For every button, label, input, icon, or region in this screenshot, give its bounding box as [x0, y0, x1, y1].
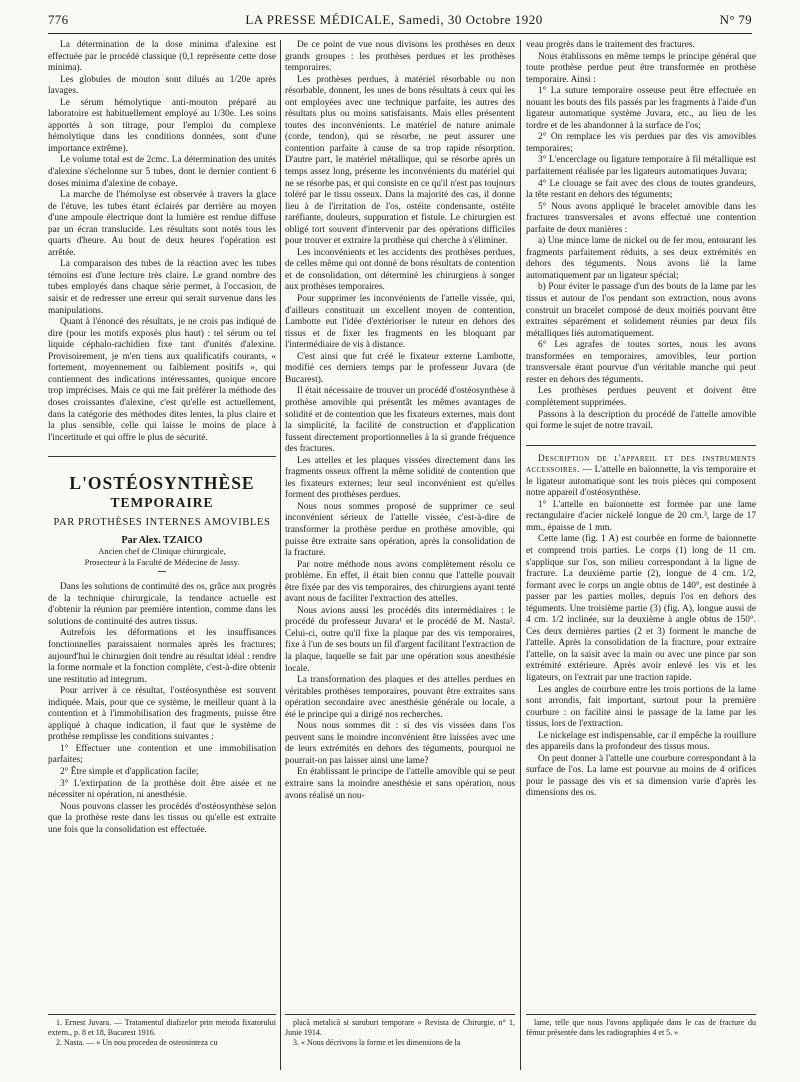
author: Par Alex. TZAICO [121, 534, 203, 546]
paragraph: 1° L'attelle en baïonnette est formée par une lame rectangulaire d'acier nickelé longue de 20 cm.³, large de 17 mm., épaisse de 1 mm. [526, 499, 756, 533]
paragraph: 3° L'extirpation de la prothèse doit être aisée et ne nécessiter ni opération, ni anesthésie. [48, 778, 276, 801]
paragraph: Les prothèses perdues, à matériel résorbable ou non résorbable, donnent, les unes de bons résultats à ceux qui les ont employées avec une technique parfaite, les autres des résultats plus ou moins satisfaisants. Mais elles présentent toutes des inconvénients. Le matériel de nature animale (corde, tendon), qui se résorbe, ne peut assurer une contention parfaite à cause de sa trop rapide résorption. D'autre part, le matériel métallique, qui se résorbe après un temps assez long, présente les inconvénients du matériel qui ne se résorbe pas, et qui consiste en ce qu'il n'est pas toujours toléré par le tissu osseux. Dans la majorité des cas, il donne lieu à de l'irritation de l'os, ostéite condensante, ostéite raréfiante, douleurs, suppuration et fistule. Le chirurgien est obligé tort souvent d'intervenir par des opérations difficiles pour trouver et extraire la prothèse qui cherche à s'éliminer. [285, 74, 515, 247]
section-lead: — L'attelle en baïonnette, la vis temporaire et le ligateur automatique sont les trois pièces qui composent notre appareil d'ostéosynthèse. [526, 465, 756, 499]
paragraph: La transformation des plaques et des attelles perdues en véritables prothèses temporaires, pouvant être extraites sans opération secondaire avec anesthésie générale ou locale, a été le principe qui a dirigé nos recherches. [285, 675, 515, 720]
section-paragraph [526, 454, 756, 500]
paragraph: Dans les solutions de continuité des os, grâce aux progrès de la technique chirurgicale, la tendance actuelle est d'obtenir la réunion par première intention, comme dans les solutions de continuité des autres tissus. [48, 582, 276, 627]
affiliation: Prosecteur à la Faculté de Médecine de Jassy. [84, 556, 240, 567]
column-1 [48, 40, 276, 1012]
paragraph: Il était nécessaire de trouver un procédé d'ostéosynthèse à prothèse amovible qui présentât les mêmes avantages de solidité et de contention que les fixateurs externes, mais dont la simplicité, la facilité de construction et d'application fussent directement proportionnelles à la si grande fréquence des fractures. [285, 386, 515, 455]
paragraph: 5° Nous avons appliqué le bracelet amovible dans les fractures transversales et avons effectué une contention parfaite de deux manières : [526, 201, 756, 235]
footnote: placă metalică si suruburi temporare » Revista de Chirurgie, n° 1, Junie 1914. [285, 1018, 515, 1037]
paragraph: Nous nous sommes proposé de supprimer ce seul inconvénient sérieux de l'attelle vissée, c'est-à-dire de transformer la prothèse perdue en prothèse amovible, qui puisse être extraite sans opération, après la consolidation de la fracture. [285, 501, 515, 559]
paragraph: La détermination de la dose minima d'alexine est effectuée par le procédé classique (0,1 représente cette dose minima). [48, 40, 276, 74]
affiliation: Ancien chef de Clinique chirurgicale, [98, 546, 226, 557]
footnote: lame, telle que nous l'avons appliquée dans le cas de fracture du fémur présentée dans les radiographies 4 et 5. » [526, 1018, 756, 1037]
paragraph: 1° Effectuer une contention et une immobilisation parfaites; [48, 743, 276, 766]
footnote-rule [48, 1014, 276, 1015]
article-subtitle: TEMPORAIRE [110, 495, 214, 511]
paragraph: Pour supprimer les inconvénients de l'attelle vissée, qui, d'ailleurs constituait un excellent moyen de contention, Lambotte eut l'idée d'extérioriser le tuteur en dehors des tissus et de fixer les fragments en les bloquant par l'intermédiaire de vis à distance. [285, 294, 515, 351]
paragraph: Le nickelage est indispensable, car il empêche la rouillure des appareils dans la profondeur des tissus mous. [526, 730, 756, 753]
footnote: 2. Nasta. — « Un nou procedeu de osteosinteza cu [56, 1037, 218, 1047]
paragraph: De ce point de vue nous divisons les prothèses en deux grands groupes : les prothèses perdues et les prothèses temporaires. [285, 40, 515, 74]
paragraph: En établissant le principe de l'attelle amovible qui se peut extraire sans la moindre anesthésie et sans opération, nous avons réalisé un nou- [285, 767, 515, 801]
column-divider [520, 40, 521, 1070]
paragraph: Les angles de courbure entre les trois portions de la lame sont arrondis, fait important, surtout pour la première courbure : on facilite ainsi le passage de la lame par les tissus, lors de l'extraction. [526, 684, 756, 730]
paragraph: Le sérum hémolytique anti-mouton préparé au laboratoire est habituellement employé au 1/30e. Les soins apportés à son titrage, pour l'emploi du complexe hémolytique dans les conditions données, sont d'une importance extrême). [48, 97, 276, 154]
issue-number: N° 79 [719, 12, 752, 27]
paragraph: Autrefois les déformations et les insuffisances fonctionnelles paraissaient normales après les fractures; aujourd'hui le chirurgien doit tendre au résultat idéal : rendre la forme normale et la fonction complète, c'est-à-dire obtenir une restitutio ad integrum. [48, 628, 276, 685]
article-title: L'OSTÉOSYNTHÈSE [69, 473, 255, 494]
paragraph: Les globules de mouton sont dilués au 1/20e après lavages. [48, 74, 276, 97]
paragraph: Pour arriver à ce résultat, l'ostéosynthèse est souvent indiquée. Mais, pour que ce système, le meilleur quant à la contention et à l'immobilisation des fragments, puisse être appliqué à chaque indication, il faut que le système de prothèse remplisse les conditions suivantes : [48, 686, 276, 743]
paragraph: a) Une mince lame de nickel ou de fer mou, entourant les fragments parfaitement réduits, a ses deux extrémités en dehors des téguments. Nous avons lié la lame automatiquement par un ligateur spécial; [526, 236, 756, 281]
section-heading: Description de l'appareil et des instruments accessoires. [526, 453, 756, 476]
column-2 [285, 40, 515, 1012]
paragraph: 3° L'encerclage ou ligature temporaire à fil métallique est parfaitement réalisée par les ligateurs automatiques Juvara; [526, 155, 756, 178]
page-header [48, 12, 752, 32]
paragraph: C'est ainsi que fut créé le fixateur externe Lambotte, modifié ces derniers temps par le professeur Juvara (de Bucarest). [285, 351, 515, 385]
footnotes-2 [285, 1018, 515, 1047]
footnote: 3. « Nous décrivons la forme et les dimensions de la [293, 1037, 461, 1047]
footnote-rule [285, 1014, 515, 1015]
header-rule [48, 33, 752, 34]
journal-title: LA PRESSE MÉDICALE, Samedi, 30 Octobre 1920 [245, 12, 543, 27]
paragraph: 1° La suture temporaire osseuse peut être effectuée en nouant les bouts des fils passés par les fragments à l'aide d'un ligateur automatique système Juvara, etc., au lieu de les tordre et de les abandonner à la surface de l'os; [526, 86, 756, 131]
paragraph: La comparaison des tubes de la réaction avec les tubes témoins est d'une lecture très claire. Le grand nombre des tubes employés dans chaque série permet, à l'occasion, de saisir et de redresser une erreur qui serait survenue dans les manipulations. [48, 259, 276, 316]
paragraph: Les inconvénients et les accidents des prothèses perdues, de celles même qui ont donné de bons résultats de contention et de consolidation, ont déterminé les chirurgiens à songer aux prothèses temporaires. [285, 247, 515, 293]
footnotes-3 [526, 1018, 756, 1038]
paragraph: Nous établissons en même temps le principe général que toute prothèse perdue peut être transformée en prothèse temporaire. Ainsi : [526, 51, 756, 85]
footnote: 1. Ernest Juvara. — Tratamentul diafizelor prin metoda fixatorului extern., p. 8 et 18, Bucarest 1916. [48, 1018, 276, 1037]
paragraph: b) Pour éviter le passage d'un des bouts de la lame par les tissus et autour de l'os pendant son extraction, nous avons construit un bracelet composé de deux moitiés pouvant être extraites séparément et solidement réunies par deux fils métalliques liés automatiquement. [526, 282, 756, 339]
footnotes-1 [48, 1018, 276, 1047]
page-number: 776 [48, 12, 69, 27]
paragraph: Nous nous sommes dit : si des vis vissées dans l'os peuvent sans le moindre inconvénient être laissées avec une de leurs extrémités en dehors des téguments, pourquoi ne pourrait-on pas laisser ainsi une lame? [285, 721, 515, 766]
paragraph: La marche de l'hémolyse est observée à travers la glace de l'étuve, les tubes étant éclairés par derrière au moyen d'une ampoule électrique dont la lumière est rendue diffuse par un écran translucide. Les résultats sont notés tous les quarts d'heure. Au bout de deux heures l'opération est arrêtée. [48, 190, 276, 258]
column-divider [280, 40, 281, 1070]
column-3 [526, 40, 756, 1012]
paragraph: Par notre méthode nous avons complètement résolu ce problème. En effet, il était bien connu que l'attelle pouvait être fixée par des vis temporaires, des chirurgiens ayant tenté avant nous de faciliter l'extraction des attelles. [285, 559, 515, 605]
article-subheading: PAR PROTHÈSES INTERNES AMOVIBLES [53, 517, 271, 529]
paragraph: Les attelles et les plaques vissées directement dans les fragments osseux offrent la même solidité de contention que les fixateurs externes; leur seul inconvénient est qu'elles forment des prothèses perdues. [285, 455, 515, 501]
paragraph: On peut donner à l'attelle une courbure correspondant à la surface de l'os. La lame est pourvue au moins de 4 orifices pour le passage des vis et sa dimension varie d'après les dimensions des os. [526, 753, 756, 799]
paragraph: 6° Les agrafes de toutes sortes, nous les avons transformées en temporaires, amovibles, leur portion transversale étant pourvue d'un véritable manche qui peut rester en dehors des téguments. [526, 340, 756, 385]
paragraph: Cette lame (fig. 1 A) est courbée en forme de baïonnette et comprend trois parties. Le corps (1) long de 11 cm. s'applique sur l'os, son milieu correspondant à la ligne de fracture. La deuxième partie (2), longue de 4 cm. 1/2, formant avec le corps un angle obtus de 140°, est destinée à passer par les parties molles, depuis l'os en dehors des téguments. Une troisième partie (3) (fig. A), longue aussi de 4 cm. 1/2 inclinée, sur la deuxième à angle obtus de 150°. Ces deux dernières parties (2 et 3) forment le manche de l'attelle. Après la consolidation de la fracture, pour extraire l'attelle, on la saisit avec la main ou avec une pince par son extrémité extérieure. Après avoir enlevé les vis et les ligateurs, on l'extrait par une traction rapide. [526, 534, 756, 683]
section-rule [48, 456, 276, 457]
footnote-rule [526, 1014, 756, 1015]
paragraph: Le volume total est de 2cmc. La détermination des unités d'alexine s'échelonne sur 5 tubes, dont le dernier contient 6 doses minima d'alexine de cobaye. [48, 155, 276, 189]
paragraph: Les prothèses perdues peuvent et doivent être complètement supprimées. [526, 386, 756, 408]
paragraph: Quant à l'énoncé des résultats, je ne crois pas indiqué de dire (pour les motifs exposés plus haut) : tel sérum ou tel liquide céphalo-rachidien fixe tant d'unités d'alexine. Provisoirement, je m'en tiens aux qualificatifs courants, « fortement, moyennement ou faiblement positifs », qui contiennent des indications intéressantes, quoique encore trop imprécises. Mais ce qui me fait préférer la méthode des doses croissantes d'alexine, c'est qu'elle est actuellement, dans la catégorie des méthodes dites lentes, la plus claire et la plus sensible, celle qui laisse le moins de place à l'incertitude et qui offre le plus de sécurité. [48, 317, 276, 443]
paragraph: 2° On remplace les vis perdues par des vis amovibles temporaires; [526, 132, 756, 154]
section-rule [526, 445, 756, 446]
paragraph: Nous pouvons classer les procédés d'ostéosynthèse selon que la prothèse reste dans les tissus ou qu'elle est extraite une fois que la consolidation est effectuée. [48, 801, 276, 835]
paragraph: 2° Être simple et d'application facile; [60, 766, 199, 777]
paragraph: Passons à la description du procédé de l'attelle amovible qui forme le sujet de notre travail. [526, 409, 756, 432]
paragraph: veau progrès dans le traitement des fractures. [526, 40, 695, 50]
paragraph: Nous avions aussi les procédés dits intermédiaires : le procédé du professeur Juvara¹ et le procédé de M. Nasta². Celui-ci, outre qu'il fixe la plaque par des vis temporaires, fixe à l'un de ses bouts un fil d'argent facilitant l'extraction de la plaque, laquelle se fait par une opération sous anesthésie locale. [285, 605, 515, 674]
divider [158, 571, 166, 572]
paragraph: 4° Le clouage se fait avec des clous de toutes grandeurs, la tête restant en dehors des téguments; [526, 178, 756, 201]
